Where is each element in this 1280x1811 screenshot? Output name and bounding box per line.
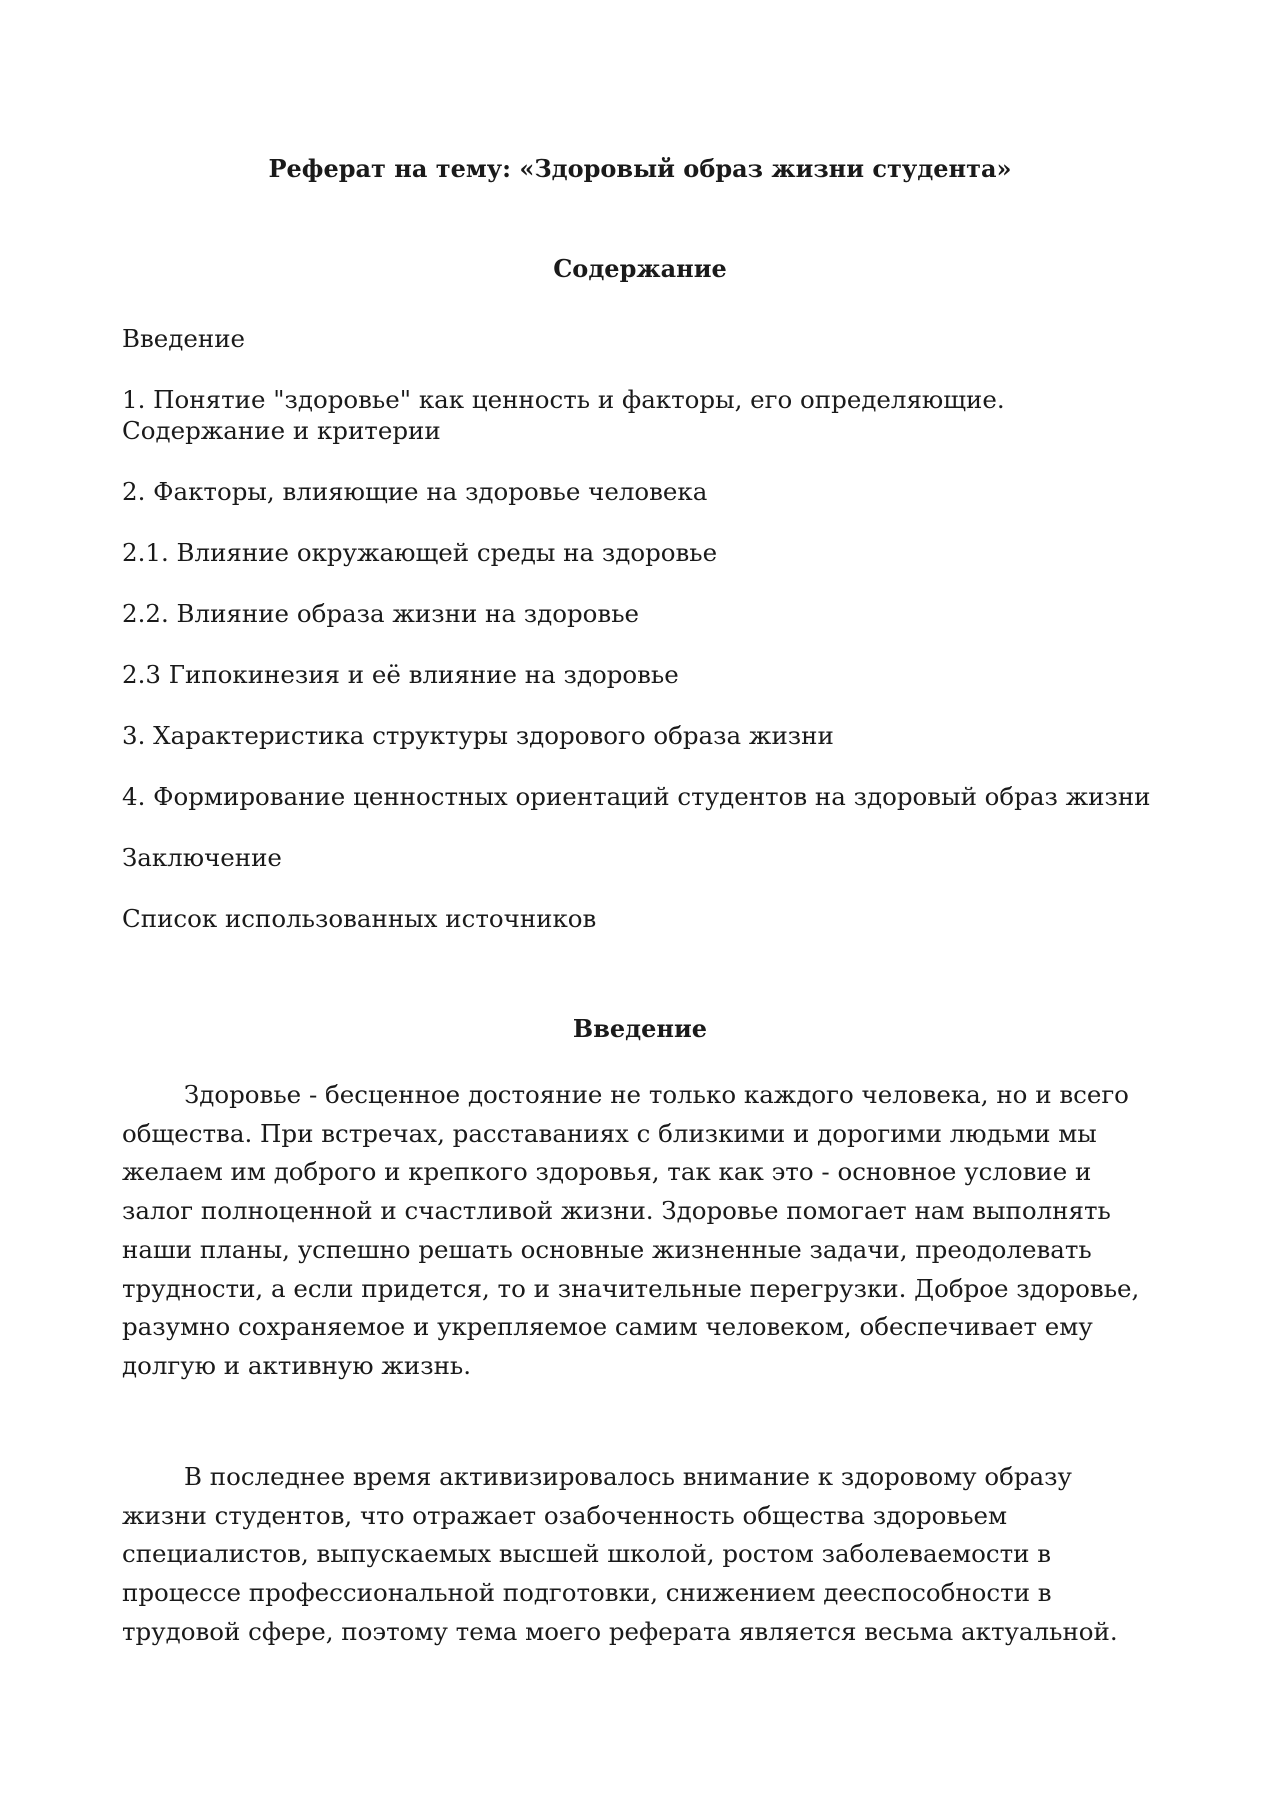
document-title: Реферат на тему: «Здоровый образ жизни студента» xyxy=(268,154,1012,183)
toc-item-1: 1. Понятие "здоровье" как ценность и факторы, его определяющие. Содержание и критерии xyxy=(122,385,1005,445)
introduction-heading: Введение xyxy=(572,1014,708,1043)
introduction-paragraph: Здоровье - бесценное достояние не только каждого человека, но и всего общества. При встречах, расставаниях с близкими и дорогими людьми мы желаем им доброго и крепкого здоровья, так как это - основное условие и залог полноценной и счастливой жизни. Здоровье помогает нам выполнять наши планы, успешно решать основные жизненные задачи, преодолевать трудности, а если придется, то и значительные перегрузки. Доброе здоровье, разумно сохраняемое и укрепляемое самим человеком, обеспечивает ему долгую и активную жизнь. xyxy=(122,1080,1140,1380)
toc-item-2-2: 2.2. Влияние образа жизни на здоровье xyxy=(122,599,640,628)
table-of-contents xyxy=(122,323,1162,934)
introduction-paragraph: В последнее время активизировалось внимание к здоровому образу жизни студентов, что отражает озабоченность общества здоровьем специалистов, выпускаемых высшей школой, ростом заболеваемости в процессе профессиональной подготовки, снижением дееспособности в трудовой сфере, поэтому тема моего реферата является весьма актуальной. xyxy=(122,1462,1118,1646)
toc-item-references: Список использованных источников xyxy=(122,904,597,933)
toc-item-2-3: 2.3 Гипокинезия и её влияние на здоровье xyxy=(122,660,679,689)
toc-item-conclusion: Заключение xyxy=(122,843,282,872)
toc-item-4: 4. Формирование ценностных ориентаций студентов на здоровый образ жизни xyxy=(122,782,1151,811)
toc-item-2: 2. Факторы, влияющие на здоровье человека xyxy=(122,477,708,506)
toc-item-2-1: 2.1. Влияние окружающей среды на здоровье xyxy=(122,538,718,567)
toc-heading: Содержание xyxy=(553,254,727,283)
toc-item-intro: Введение xyxy=(122,324,246,353)
toc-item-3: 3. Характеристика структуры здорового образа жизни xyxy=(122,721,834,750)
